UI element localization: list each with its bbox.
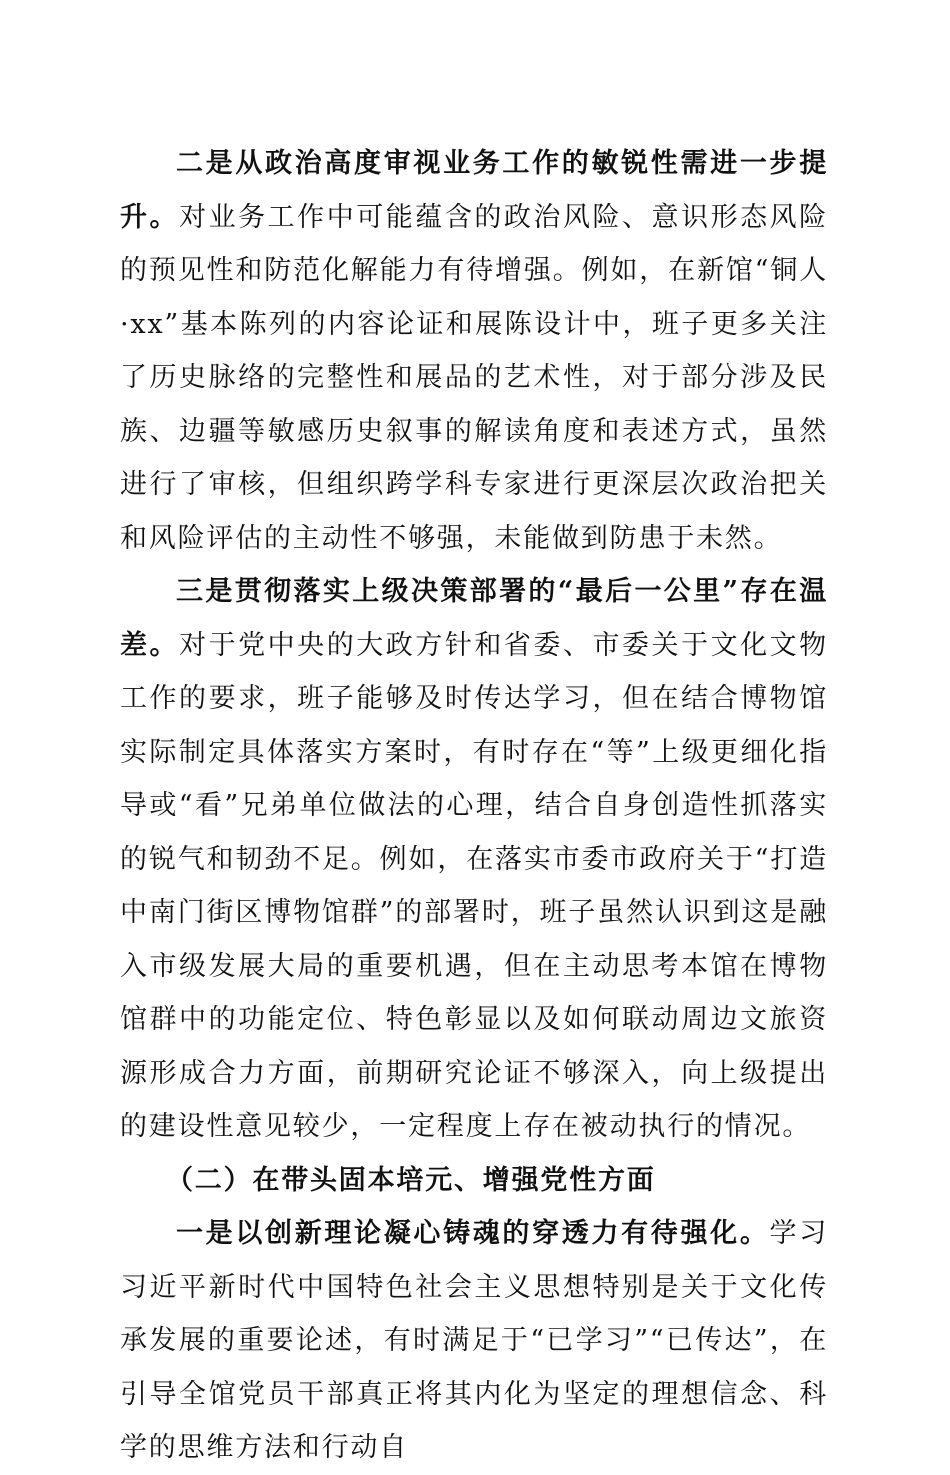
paragraph-lead: 一是以创新理论凝心铸魂的穿透力有待强化。 [176, 1218, 770, 1249]
section-heading: （二）在带头固本培元、增强党性方面 [166, 1164, 656, 1196]
paragraph-theory-study [120, 1207, 828, 1475]
paragraph-implementation-gap [120, 565, 828, 1154]
paragraph-political-sensitivity [120, 137, 828, 565]
paragraph-lead: 二是从政治高度审视业务工作的敏锐性需进一步提升。 [120, 148, 828, 233]
paragraph-body: 学习习近平新时代中国特色社会主义思想特别是关于文化传承发展的重要论述，有时满足于“已学习”“已传达”，在引导全馆党员干部真正将其内化为坚定的理想信念、科学的思维方法和行动自 [120, 1218, 828, 1463]
document-body [120, 137, 828, 1475]
paragraph-body: 对业务工作中可能蕴含的政治风险、意识形态风险的预见性和防范化解能力有待增强。例如，在新馆“铜人·xx”基本陈列的内容论证和展陈设计中，班子更多关注了历史脉络的完整性和展品的艺术性，对于部分涉及民族、边疆等敏感历史叙事的解读角度和表述方式，虽然进行了审核，但组织跨学科专家进行更深层次政治把关和风险评估的主动性不够强，未能做到防患于未然。 [120, 201, 828, 554]
paragraph-body: 对于党中央的大政方针和省委、市委关于文化文物工作的要求，班子能够及时传达学习，但在结合博物馆实际制定具体落实方案时，有时存在“等”上级更细化指导或“看”兄弟单位做法的心理，结合自身创造性抓落实的锐气和韧劲不足。例如，在落实市委市政府关于“打造中南门街区博物馆群”的部署时，班子虽然认识到这是融入市级发展大局的重要机遇，但在主动思考本馆在博物馆群中的功能定位、特色彰显以及如何联动周边文旅资源形成合力方面，前期研究论证不够深入，向上级提出的建设性意见较少，一定程度上存在被动执行的情况。 [120, 629, 828, 1142]
paragraph-lead: 三是贯彻落实上级决策部署的“最后一公里”存在温差。 [120, 576, 828, 661]
